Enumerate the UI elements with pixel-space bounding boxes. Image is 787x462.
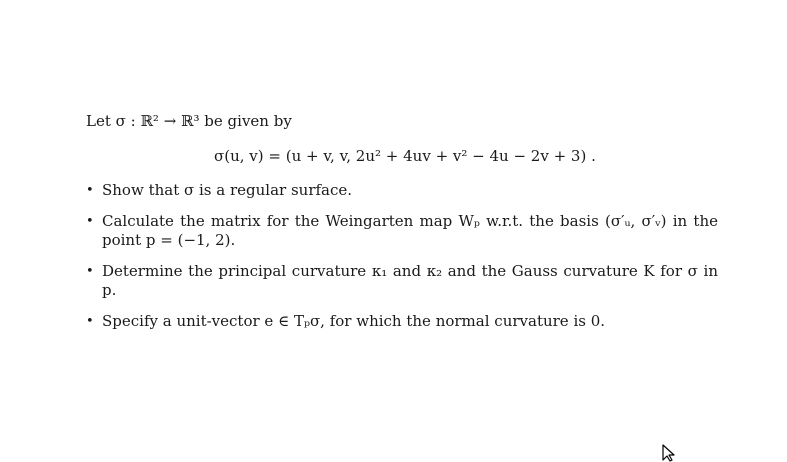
list-item-text: Calculate the matrix for the Weingarten map Wₚ w.r.t. the basis (σ′ᵤ, σ′ᵥ) in the point p = (−1, 2). (102, 212, 718, 249)
list-item (86, 262, 718, 300)
list-item-text: Show that σ is a regular surface. (102, 181, 353, 199)
problem-intro: Let σ : ℝ² → ℝ³ be given by (86, 112, 292, 130)
task-list (86, 181, 718, 343)
bullet-icon: • (86, 264, 94, 279)
bullet-icon: • (86, 183, 94, 198)
list-item (86, 181, 718, 200)
mouse-pointer-icon (660, 444, 680, 462)
list-item (86, 212, 718, 250)
list-item-text: Specify a unit-vector e ∈ Tₚσ, for which the normal curvature is 0. (102, 312, 606, 330)
list-item-text: Determine the principal curvature κ₁ and κ₂ and the Gauss curvature K for σ in p. (102, 262, 718, 299)
bullet-icon: • (86, 314, 94, 329)
surface-equation: σ(u, v) = (u + v, v, 2u² + 4uv + v² − 4u − 2v + 3) . (214, 147, 596, 165)
list-item (86, 312, 718, 331)
bullet-icon: • (86, 214, 94, 229)
